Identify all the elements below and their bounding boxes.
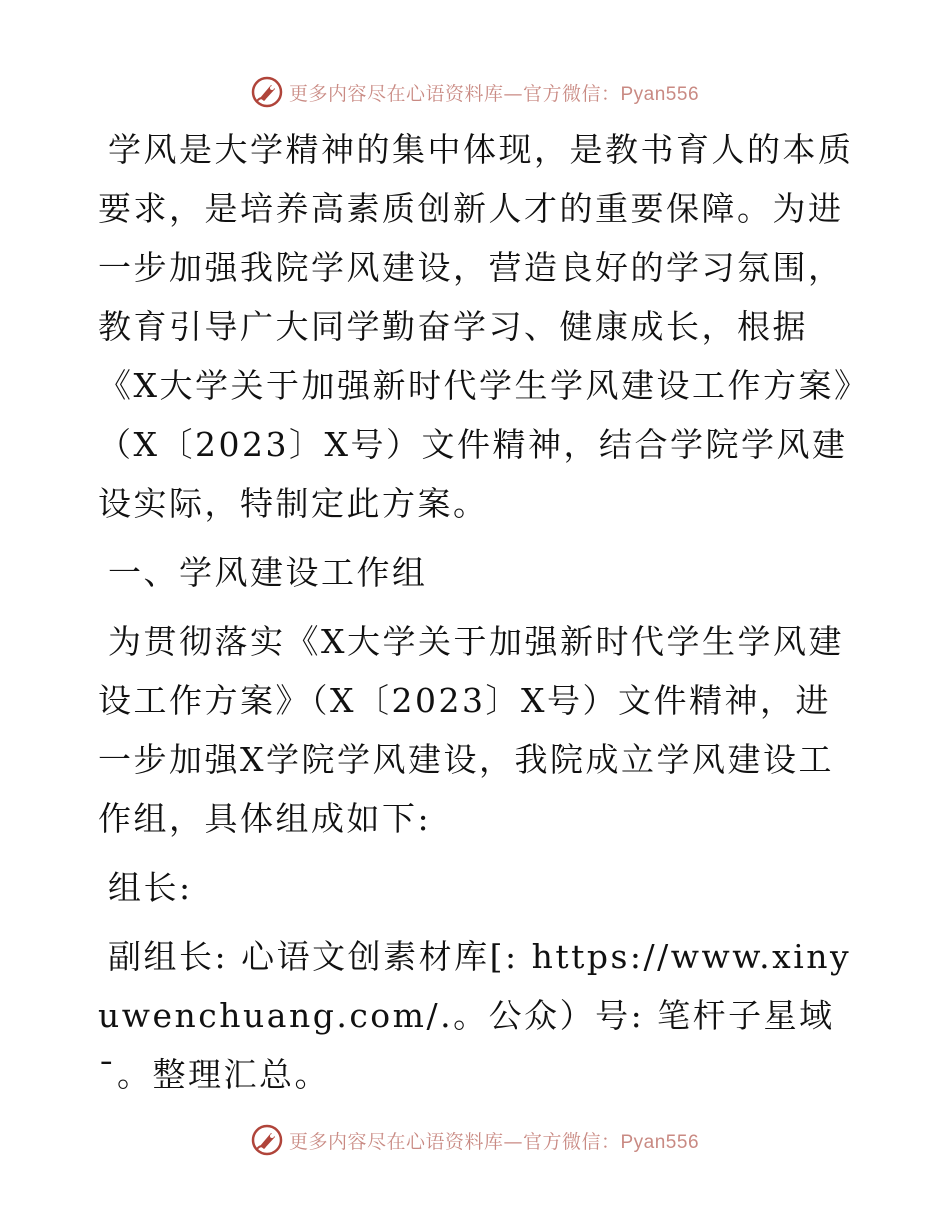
footer-watermark	[0, 1120, 950, 1160]
watermark-text: 更多内容尽在心语资料库—官方微信：Pyan556	[288, 82, 700, 105]
deputy-line: 副组长: 心语文创素材库[: https://www.xinyuwenchuang.com/.。公众）号: 笔杆子星域¯。整理汇总。	[98, 937, 852, 1094]
section-heading: 一、学风建设工作组	[108, 553, 428, 592]
intro-paragraph: 学风是大学精神的集中体现，是教书育人的本质要求，是培养高素质创新人才的重要保障。为进一步加强我院学风建设，营造良好的学习氛围，教育引导广大同学勤奋学习、健康成长，根据《X大学关于加强新时代学生学风建设工作方案》（X〔2023〕X号）文件精神，结合学院学风建设实际，特制定此方案。	[98, 130, 854, 523]
section-paragraph: 为贯彻落实《X大学关于加强新时代学生学风建设工作方案》（X〔2023〕X号）文件精神，进一步加强X学院学风建设，我院成立学风建设工作组，具体组成如下:	[98, 622, 844, 838]
leader-line: 组长:	[108, 868, 193, 907]
document-body	[98, 120, 858, 1114]
watermark-text: 更多内容尽在心语资料库—官方微信：Pyan556	[288, 1130, 700, 1153]
header-watermark	[0, 72, 950, 112]
pen-nib-logo-icon	[251, 76, 283, 108]
pen-nib-logo-icon	[251, 1124, 283, 1156]
